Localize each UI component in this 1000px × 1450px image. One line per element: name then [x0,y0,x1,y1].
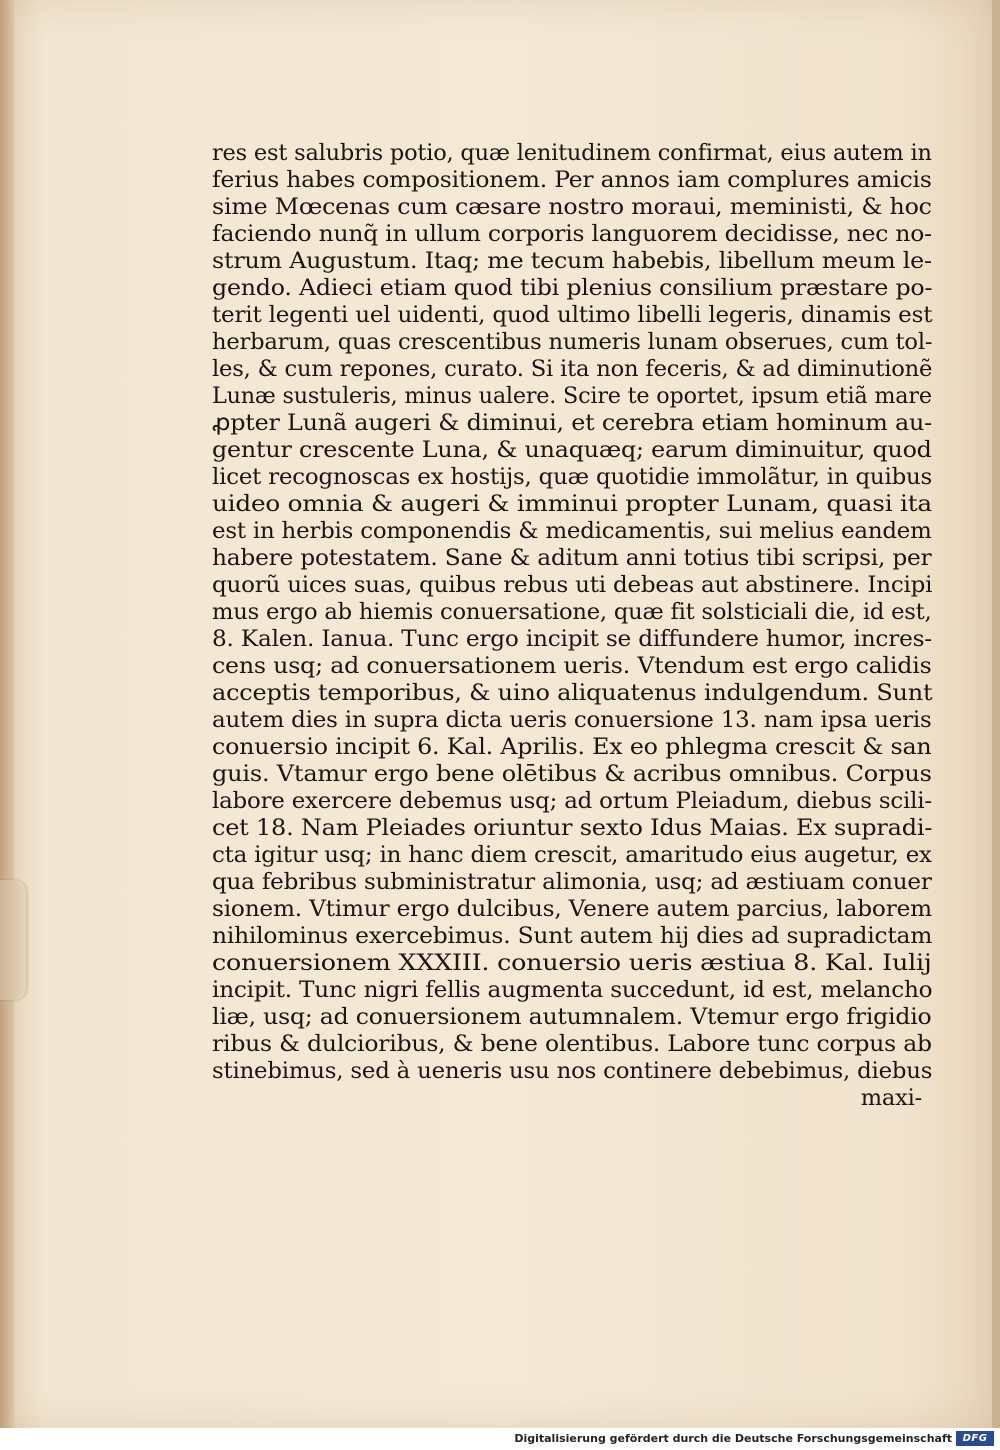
text-line: terit legenti uel uidenti, quod ultimo libelli legeris, dinamis est [212,302,933,328]
text-line: Lunæ sustuleris, minus ualere. Scire te oportet, ipsum etiã mare [212,383,932,409]
text-line: ꝓpter Lunã augeri & diminui, et cerebra etiam hominum au- [212,410,932,436]
text-line: cta igitur usq; in hanc diem crescit, amaritudo eius augetur, ex [212,842,932,868]
text-line: 8. Kalen. Ianua. Tunc ergo incipit se diffundere humor, incres- [212,626,932,652]
dfg-logo-icon: DFG [956,1431,994,1446]
text-line: labore exercere debemus usq; ad ortum Pleiadum, diebus scili- [212,788,932,814]
catchword: maxi- [860,1085,922,1111]
text-line: gentur crescente Luna, & unaquæq; earum diminuitur, quod [212,437,932,463]
text-line: sime Mœcenas cum cæsare nostro moraui, meministi, & hoc [212,194,932,220]
text-line: faciendo nunq̃ in ullum corporis languorem decidisse, nec no- [212,221,932,247]
footer-bar [0,1428,1000,1450]
text-line: stinebimus, sed à ueneris usu nos continere debebimus, diebus [212,1058,933,1084]
text-line: est in herbis componendis & medicamentis, sui melius eandem [212,518,932,544]
text-line: mus ergo ab hiemis conuersatione, quæ fit solsticiali die, id est, [212,599,932,625]
text-line: ribus & dulcioribus, & bene olentibus. Labore tunc corpus ab [212,1031,932,1057]
funding-notice: Digitalisierung gefördert durch die Deutsche Forschungsgemeinschaft [514,1432,952,1445]
text-line: les, & cum repones, curato. Si ita non feceris, & ad diminutionẽ [212,356,933,382]
text-line: liæ, usq; ad conuersionem autumnalem. Vtemur ergo frigidio [212,1004,932,1030]
text-line: sionem. Vtimur ergo dulcibus, Venere autem parcius, laborem [212,896,932,922]
text-line: strum Augustum. Itaq; me tecum habebis, libellum meum le- [212,248,932,274]
text-line: cens usq; ad conuersationem ueris. Vtendum est ergo calidis [212,653,932,679]
binding-edge [0,0,14,1428]
text-line: cet 18. Nam Pleiades oriuntur sexto Idus Maias. Ex supradi- [212,815,933,841]
text-line: conuersionem XXXIII. conuersio ueris æstiua 8. Kal. Iulij [212,950,932,976]
text-line: qua febribus subministratur alimonia, usq; ad æstiuam conuer [212,869,932,895]
text-line: licet recognoscas ex hostijs, quæ quotidie immolãtur, in quibus [212,464,933,490]
text-line: ferius habes compositionem. Per annos iam complures amicis [212,167,932,193]
text-line: uideo omnia & augeri & imminui propter Lunam, quasi ita [212,491,932,517]
text-line: autem dies in supra dicta ueris conuersione 13. nam ipsa ueris [212,707,932,733]
text-line: quorũ uices suas, quibus rebus uti debeas aut abstinere. Incipi [212,572,933,598]
body-text [212,140,932,1112]
text-line: guis. Vtamur ergo bene olētibus & acribus omnibus. Corpus [212,761,932,787]
text-line: res est salubris potio, quæ lenitudinem confirmat, eius autem in [212,140,932,166]
text-line: incipit. Tunc nigri fellis augmenta succedunt, id est, melancho [212,977,933,1003]
page-tab [0,880,26,1000]
text-line: herbarum, quas crescentibus numeris lunam obserues, cum tol- [212,329,933,355]
text-line: habere potestatem. Sane & aditum anni totius tibi scripsi, per [212,545,932,571]
text-line: acceptis temporibus, & uino aliquatenus indulgendum. Sunt [212,680,933,706]
scan-border [992,0,1000,1428]
text-line: gendo. Adieci etiam quod tibi plenius consilium præstare po- [212,275,933,301]
text-line: conuersio incipit 6. Kal. Aprilis. Ex eo phlegma crescit & san [212,734,932,760]
text-line: nihilominus exercebimus. Sunt autem hij dies ad supradictam [212,923,933,949]
